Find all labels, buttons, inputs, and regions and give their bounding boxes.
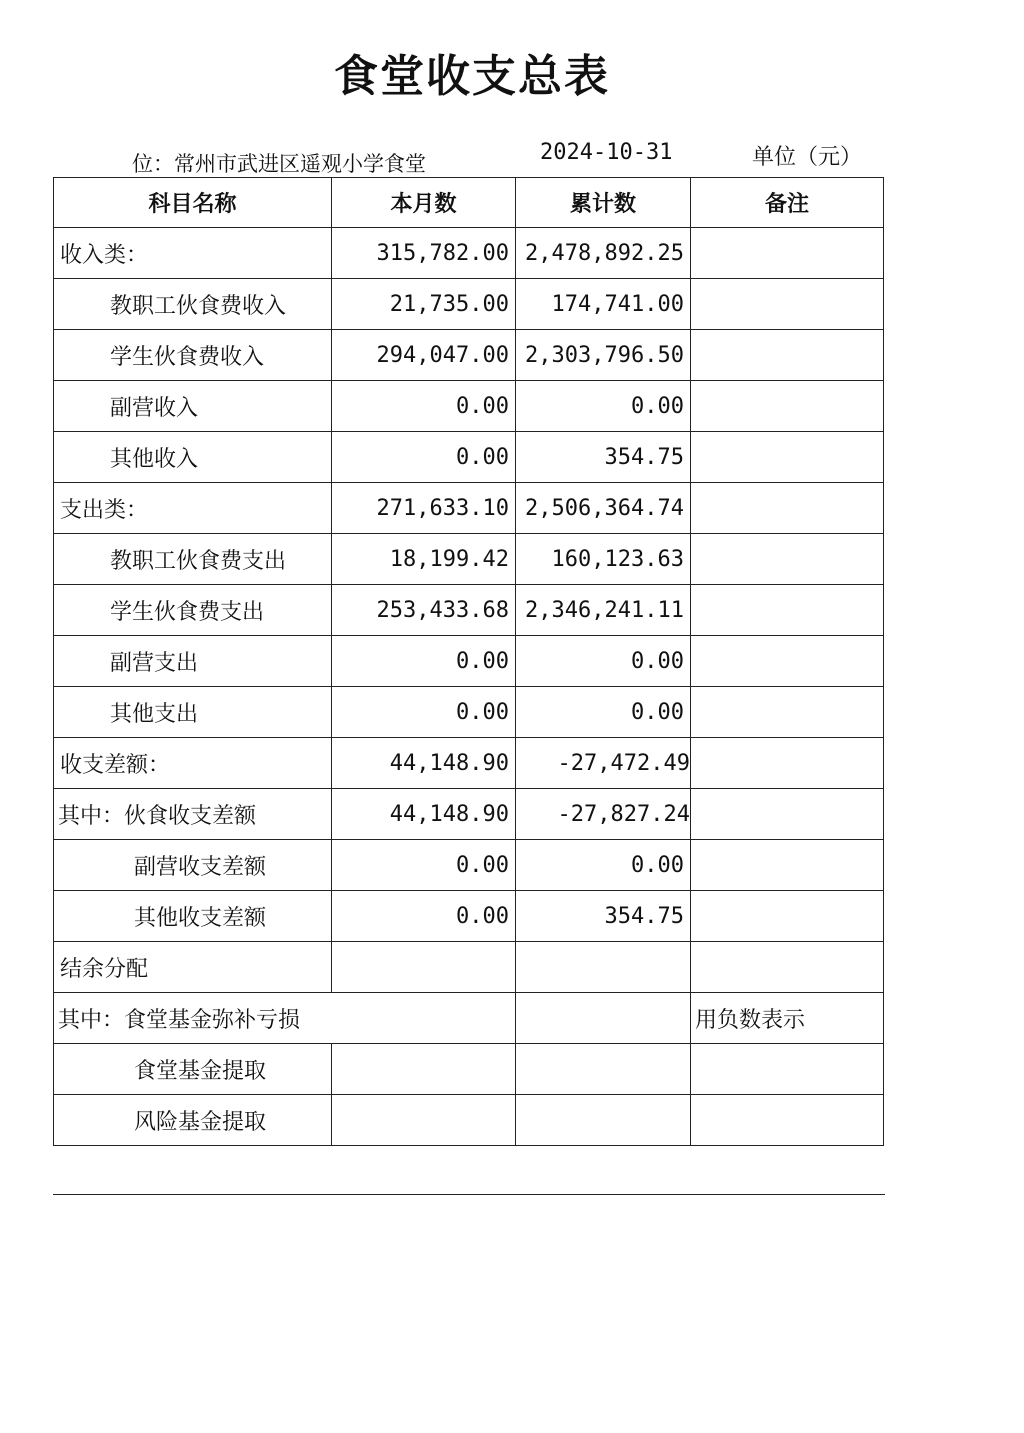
cumulative-value [516,993,691,1044]
cumulative-value: 2,478,892.25 [516,228,691,279]
month-value: 0.00 [332,891,516,942]
month-value: 18,199.42 [332,534,516,585]
remark-cell [691,330,884,381]
row-label: 教职工伙食费收入 [54,279,332,330]
month-value: 0.00 [332,432,516,483]
table-row [54,738,884,789]
row-label: 食堂基金提取 [54,1044,332,1095]
remark-cell [691,687,884,738]
row-label: 收支差额： [54,738,332,789]
remark-cell [691,534,884,585]
remark-cell [691,942,884,993]
table-row [54,1044,884,1095]
remark-cell [691,738,884,789]
table-row [54,330,884,381]
row-label: 教职工伙食费支出 [54,534,332,585]
row-label: 副营收入 [54,381,332,432]
remark-cell [691,1095,884,1146]
row-label: 学生伙食费收入 [54,330,332,381]
month-value: 294,047.00 [332,330,516,381]
table-header-row [54,178,884,228]
table-row [54,789,884,840]
cumulative-value: 2,346,241.11 [516,585,691,636]
month-value: 44,148.90 [332,738,516,789]
remark-cell [691,432,884,483]
row-label: 结余分配 [54,942,332,993]
cumulative-value: -27,827.24 [516,789,691,840]
table-row [54,228,884,279]
row-label: 其他支出 [54,687,332,738]
remark-cell [691,279,884,330]
table-row [54,840,884,891]
month-value: 0.00 [332,636,516,687]
column-header-month: 本月数 [332,178,516,228]
month-value: 253,433.68 [332,585,516,636]
column-header-subject: 科目名称 [54,178,332,228]
cumulative-value: 354.75 [516,891,691,942]
row-label: 其中：伙食收支差额 [54,789,332,840]
table-row [54,891,884,942]
cumulative-value [516,942,691,993]
cumulative-value: 0.00 [516,636,691,687]
cumulative-value: -27,472.49 [516,738,691,789]
remark-cell: 用负数表示 [691,993,884,1044]
remark-cell [691,228,884,279]
remark-cell [691,636,884,687]
table-row [54,636,884,687]
remark-cell [691,585,884,636]
page-title: 食堂收支总表 [334,51,610,102]
month-value [332,1095,516,1146]
cumulative-value: 160,123.63 [516,534,691,585]
remark-cell [691,381,884,432]
remark-cell [691,1044,884,1095]
remark-cell [691,891,884,942]
table-row [54,483,884,534]
row-label: 支出类： [54,483,332,534]
column-header-cumulative: 累计数 [516,178,691,228]
row-label: 其他收入 [54,432,332,483]
table-row [54,432,884,483]
table-row [54,381,884,432]
cumulative-value: 174,741.00 [516,279,691,330]
month-value: 0.00 [332,840,516,891]
table-row [54,942,884,993]
summary-table [53,177,884,1146]
row-label: 风险基金提取 [54,1095,332,1146]
month-value: 271,633.10 [332,483,516,534]
month-value: 0.00 [332,381,516,432]
cumulative-value: 0.00 [516,687,691,738]
report-date: 2024-10-31 [540,140,673,165]
month-value: 21,735.00 [332,279,516,330]
row-label: 学生伙食费支出 [54,585,332,636]
month-value: 44,148.90 [332,789,516,840]
cumulative-value [516,1044,691,1095]
month-value: 0.00 [332,687,516,738]
table-row [54,993,884,1044]
currency-unit-label: 单位（元） [752,145,863,170]
table-row [54,279,884,330]
table-row [54,534,884,585]
row-label: 其他收支差额 [54,891,332,942]
month-value [332,942,516,993]
cumulative-value: 354.75 [516,432,691,483]
month-value: 315,782.00 [332,228,516,279]
cumulative-value: 0.00 [516,840,691,891]
bottom-divider [53,1194,885,1195]
row-label: 副营支出 [54,636,332,687]
row-label: 副营收支差额 [54,840,332,891]
row-label: 其中：食堂基金弥补亏损 [54,993,516,1044]
cumulative-value: 2,506,364.74 [516,483,691,534]
remark-cell [691,840,884,891]
remark-cell [691,483,884,534]
cumulative-value [516,1095,691,1146]
table-row [54,687,884,738]
row-label: 收入类： [54,228,332,279]
cumulative-value: 2,303,796.50 [516,330,691,381]
month-value [332,1044,516,1095]
table-row [54,1095,884,1146]
remark-cell [691,789,884,840]
unit-org-label: 位：常州市武进区遥观小学食堂 [132,152,426,176]
cumulative-value: 0.00 [516,381,691,432]
column-header-remark: 备注 [691,178,884,228]
table-row [54,585,884,636]
